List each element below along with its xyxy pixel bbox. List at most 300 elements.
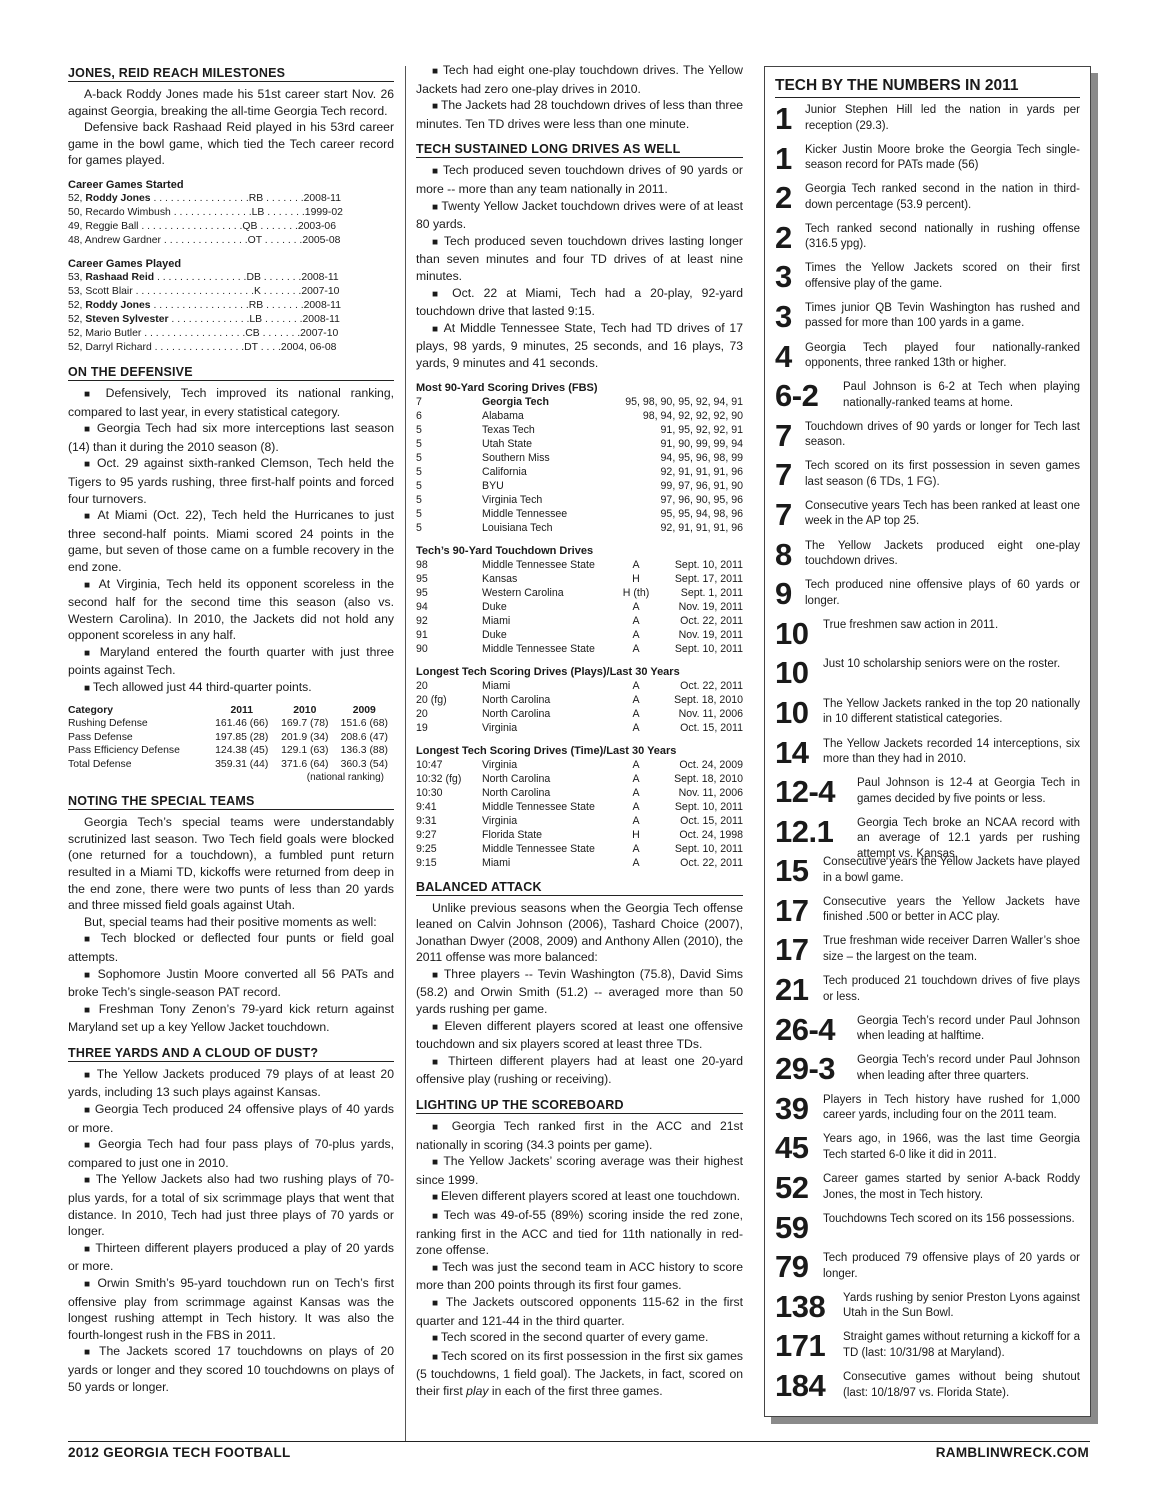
long-drives-bullet: ■ Tech produced seven touchdown drives of 90 yards or more -- more than any team nationally in 2011.: [416, 162, 743, 197]
drive-cell: Middle Tennessee State: [482, 642, 595, 655]
defensive-bullet: ■ Georgia Tech had six more interceptions last season (14) than it during the 2010 season (8).: [68, 420, 394, 455]
drive-cell: Sept. 18, 2010: [674, 772, 743, 785]
fbs-drives-row: [416, 521, 743, 535]
fbs-drives-table: [416, 395, 743, 535]
numbers-list: [765, 100, 1090, 1407]
drive-cell: A: [632, 758, 640, 771]
scoreboard-heading: LIGHTING UP THE SCOREBOARD: [416, 1098, 743, 1114]
drive-cell: Miami: [482, 614, 511, 627]
record-leader-dots: . . . . . . . . . . . . . . . . .: [150, 299, 249, 311]
defense-stats-cell: 208.6 (47): [340, 731, 388, 743]
defense-stats-header: [68, 704, 394, 718]
number-value: 138: [775, 1288, 826, 1324]
record-leader-dots: . . . . . . . . . . . . . . . .: [151, 341, 245, 353]
career-record-row: [68, 341, 394, 355]
record-games: 52,: [68, 192, 83, 204]
defense-stats-cell: 371.6 (64): [281, 758, 329, 770]
defense-stats-cell: Pass Defense: [68, 731, 133, 743]
number-item: [775, 852, 1080, 892]
scoreboard-bullet: ■ Eleven different players scored at least one touchdown.: [416, 1188, 743, 1207]
drive-cell: 9:25: [416, 842, 437, 855]
career-record-row: [68, 299, 394, 313]
number-caption: Consecutive years Tech has been ranked at least one week in the AP top 25.: [805, 499, 1080, 528]
drive-cell: 20: [416, 679, 428, 692]
number-value: 12.1: [775, 813, 834, 849]
drive-cell: 91: [416, 628, 428, 641]
record-leader-dots: . . . . . . .: [261, 234, 303, 246]
fbs-drives-heading: Most 90-Yard Scoring Drives (FBS): [416, 381, 598, 394]
drive-cell: 92: [416, 614, 428, 627]
number-item: [775, 931, 1080, 971]
drive-cell: Alabama: [482, 409, 524, 422]
drive-cell: Oct. 15, 2011: [680, 721, 743, 734]
scoreboard-bullet-emphasis: play: [466, 1383, 489, 1398]
record-position: RB: [248, 192, 264, 204]
long-drives-bullet: ■ At Middle Tennessee State, Tech had TD drives of 17 plays, 98 yards, 9 minutes, 25 seconds, and 16 plays, 73 yards, 9 minutes and 41 seconds.: [416, 320, 743, 372]
career-record-row: [68, 234, 394, 248]
number-value: 10: [775, 615, 809, 651]
number-value: 10: [775, 655, 809, 691]
number-value: 7: [775, 417, 792, 453]
drive-cell: Virginia: [482, 758, 518, 771]
drive-cell: Miami: [482, 856, 511, 869]
number-value: 79: [775, 1249, 809, 1285]
drive-cell: 7: [416, 395, 422, 408]
drive-cell: North Carolina: [482, 693, 551, 706]
record-player-name: Andrew Gardner: [84, 234, 162, 246]
games-started-list: [68, 192, 394, 248]
scoreboard-bullet-text: in each of the first three games.: [488, 1383, 663, 1398]
column-middle: [416, 62, 743, 1400]
career-record-row: [68, 220, 394, 234]
drive-cell: BYU: [482, 479, 504, 492]
scoreboard-bullet-text: Tech scored on its first possession in the first six games (5 touchdowns, 1 field goal). The Jackets, in fact, scored on their first: [416, 1348, 743, 1398]
defense-stats-row: [68, 717, 394, 731]
number-item: [775, 140, 1080, 180]
drive-cell: 5: [416, 465, 422, 478]
drive-cell: A: [632, 642, 640, 655]
record-years: 2007-10: [300, 327, 339, 339]
drive-cell: 94, 95, 96, 98, 99: [660, 451, 743, 464]
record-leader-dots: . . . . . . .: [260, 271, 302, 283]
plays-drives-table: [416, 679, 743, 735]
record-years: 2008-11: [303, 299, 341, 311]
td90-row: [416, 572, 743, 586]
scoreboard-bullet: ■ Georgia Tech ranked first in the ACC and 21st nationally in scoring (34.3 points per game).: [416, 1118, 743, 1153]
games-played-list: [68, 271, 394, 355]
record-leader-dots: . . . . . . .: [259, 327, 301, 339]
drive-cell: 92, 91, 91, 91, 96: [660, 465, 743, 478]
drive-cell: A: [632, 842, 640, 855]
number-value: 1: [775, 101, 792, 136]
number-value: 52: [775, 1170, 809, 1206]
drive-cell: 91, 90, 99, 99, 94: [660, 437, 743, 450]
drive-cell: Middle Tennessee: [482, 507, 568, 520]
time-drives-row: [416, 814, 743, 828]
special-teams-bullets: [68, 930, 394, 1036]
record-position: DT: [244, 341, 258, 353]
record-leader-dots: . . . . . . .: [264, 206, 305, 218]
defense-stats-col-header: Category: [68, 704, 114, 716]
one-play-bullet: ■ The Jackets had 28 touchdown drives of less than three minutes. Ten TD drives were less than one minute.: [416, 97, 743, 132]
drive-cell: H: [632, 572, 640, 585]
defensive-bullet: ■ At Miami (Oct. 22), Tech held the Hurricanes to just three second-half points. Miami scored 24 points in the game, but seven of those came on a fumble recovery in the end zone.: [68, 507, 394, 575]
drive-cell: A: [632, 856, 640, 869]
td90-row: [416, 600, 743, 614]
number-item: [775, 219, 1080, 259]
number-caption: Consecutive games without being shutout (last: 10/18/97 vs. Florida State).: [843, 1371, 1080, 1399]
drive-cell: Miami: [482, 679, 511, 692]
drive-cell: Oct. 22, 2011: [680, 856, 743, 869]
milestones-paragraph: Defensive back Rashaad Reid played in his 53rd career game in the bowl game, which tied the Tech career record for games played.: [68, 120, 394, 168]
drive-cell: 9:27: [416, 828, 437, 841]
time-drives-row: [416, 786, 743, 800]
drive-cell: Oct. 22, 2011: [680, 614, 743, 627]
record-leader-dots: . . . . . . .: [257, 220, 298, 232]
number-item: [775, 1090, 1080, 1130]
drive-cell: North Carolina: [482, 772, 551, 785]
drive-cell: Middle Tennessee State: [482, 800, 595, 813]
number-value: 2: [775, 180, 792, 216]
drive-cell: 90: [416, 642, 428, 655]
long-drives-bullets: [416, 162, 743, 371]
drive-cell: Sept. 10, 2011: [674, 642, 743, 655]
number-caption: Georgia Tech played four nationally-ranked opponents, three ranked 13th or higher.: [805, 341, 1080, 370]
number-item: [775, 1248, 1080, 1288]
td90-row: [416, 628, 743, 642]
number-value: 29-3: [775, 1051, 836, 1087]
drive-cell: Middle Tennessee State: [482, 558, 595, 571]
drive-cell: Nov. 19, 2011: [678, 600, 743, 613]
td90-row: [416, 642, 743, 656]
td90-row: [416, 614, 743, 628]
drive-cell: Utah State: [482, 437, 533, 450]
number-item: [775, 377, 1080, 417]
drive-cell: Western Carolina: [482, 586, 564, 599]
defense-stats-col-header: 2011: [230, 704, 253, 716]
drive-cell: 19: [416, 721, 428, 734]
record-leader-dots: . . . .: [257, 341, 281, 353]
number-item: [775, 1050, 1080, 1090]
special-teams-bullet: ■ Tech blocked or deflected four punts or field goal attempts.: [68, 930, 394, 965]
defense-stats-cell: Pass Efficiency Defense: [68, 745, 180, 757]
time-drives-row: [416, 772, 743, 786]
record-player-name: Recardo Wimbush: [85, 206, 171, 218]
drive-cell: H (th): [622, 586, 650, 599]
career-record-row: [68, 285, 394, 299]
number-caption: Tech produced 21 touchdown drives of five plays or less.: [823, 975, 1080, 1003]
record-leader-dots: . . . . . . .: [260, 285, 302, 297]
number-value: 26-4: [775, 1011, 836, 1047]
record-player-name: Darryl Richard: [85, 341, 152, 353]
defense-stats-cell: 161.46 (66): [215, 718, 269, 730]
number-caption: The Yellow Jackets produced eight one-play touchdown drives.: [805, 539, 1080, 568]
career-record-row: [68, 327, 394, 341]
drive-cell: 20: [416, 707, 428, 720]
number-caption: Georgia Tech ranked second in the nation in third-down percentage (53.9 percent).: [805, 183, 1080, 211]
drive-cell: Sept. 10, 2011: [674, 800, 743, 813]
drive-cell: 98: [416, 558, 428, 571]
long-drives-bullet: ■ Oct. 22 at Miami, Tech had a 20-play, 92-yard touchdown drive that lasted 9:15.: [416, 285, 743, 320]
time-drives-heading: Longest Tech Scoring Drives (Time)/Last 30 Years: [416, 744, 677, 757]
drive-cell: Virginia: [482, 721, 518, 734]
number-value: 17: [775, 932, 809, 968]
fbs-drives-row: [416, 409, 743, 423]
one-play-bullet: ■ Tech had eight one-play touchdown drives. The Yellow Jackets had zero one-play drives in 2010.: [416, 62, 743, 97]
record-years: 2008-11: [303, 192, 341, 204]
long-drives-heading: TECH SUSTAINED LONG DRIVES AS WELL: [416, 142, 743, 158]
drive-cell: 92, 91, 91, 91, 96: [660, 521, 743, 534]
record-leader-dots: . . . . . . .: [262, 313, 303, 325]
defense-stats-cell: 151.6 (68): [340, 718, 388, 730]
defensive-bullets: [68, 385, 394, 698]
number-value: 9: [775, 576, 792, 612]
td90-row: [416, 586, 743, 600]
fbs-drives-row: [416, 479, 743, 493]
drive-cell: Texas Tech: [482, 423, 535, 436]
number-item: [775, 1169, 1080, 1209]
record-years: 2007-10: [301, 285, 340, 297]
dust-bullet: ■ The Yellow Jackets produced 79 plays of at least 20 yards, including 13 such plays against Kansas.: [68, 1066, 394, 1101]
number-item: [775, 1367, 1080, 1407]
dust-bullet: ■ The Jackets scored 17 touchdowns on plays of 20 yards or longer and they scored 10 touchdowns on plays of 50 yards or longer.: [68, 1343, 394, 1395]
balanced-bullet: ■ Eleven different players scored at least one offensive touchdown and six players scored at least three TDs.: [416, 1018, 743, 1053]
record-games: 53,: [68, 271, 83, 283]
fbs-drives-row: [416, 465, 743, 479]
record-games: 52,: [68, 341, 83, 353]
number-caption: Georgia Tech’s record under Paul Johnson when leading after three quarters.: [857, 1054, 1080, 1082]
dust-heading: THREE YARDS AND A CLOUD OF DUST?: [68, 1046, 394, 1062]
dust-bullet: ■ The Yellow Jackets also had two rushing plays of 70-plus yards, for a total of six scrimmage plays that went that distance. In 2010, Tech had just three plays of 70 yards or longer.: [68, 1171, 394, 1239]
number-item: [775, 1209, 1080, 1249]
number-item: [775, 773, 1080, 813]
number-caption: Tech produced nine offensive plays of 60 yards or longer.: [805, 579, 1080, 607]
defense-stats-cell: 360.3 (54): [340, 758, 388, 770]
scoreboard-bullet: ■ Tech was 49-of-55 (89%) scoring inside the red zone, ranking first in the ACC and tied for 11th nationally in red-zone offense.: [416, 1207, 743, 1259]
career-record-row: [68, 313, 394, 327]
number-item: [775, 892, 1080, 932]
number-item: [775, 417, 1080, 457]
drive-cell: 6: [416, 409, 422, 422]
drive-cell: Oct. 22, 2011: [680, 679, 743, 692]
number-caption: Just 10 scholarship seniors were on the roster.: [823, 658, 1061, 671]
record-player-name: Roddy Jones: [85, 299, 151, 311]
drive-cell: North Carolina: [482, 707, 551, 720]
record-leader-dots: . . . . . . . . . . . . . . . . . .: [141, 327, 246, 339]
defensive-bullet: ■ Defensively, Tech improved its national ranking, compared to last year, in every statistical category.: [68, 385, 394, 420]
number-caption: Straight games without returning a kickoff for a TD (last: 10/31/98 at Maryland).: [843, 1331, 1080, 1359]
drive-cell: Georgia Tech: [482, 395, 549, 408]
number-item: [775, 258, 1080, 298]
time-drives-row: [416, 856, 743, 870]
drive-cell: A: [632, 707, 640, 720]
record-leader-dots: . . . . . . . . . . . . . .: [170, 206, 252, 218]
number-caption: Tech ranked second nationally in rushing offense (316.5 ypg).: [805, 222, 1080, 251]
number-caption: Georgia Tech’s record under Paul Johnson when leading at halftime.: [857, 1014, 1080, 1043]
drive-cell: Virginia: [482, 814, 518, 827]
number-item: [775, 536, 1080, 576]
drive-cell: Kansas: [482, 572, 518, 585]
drive-cell: Sept. 18, 2010: [674, 693, 743, 706]
number-caption: Times junior QB Tevin Washington has rushed and passed for more than 100 yards in a game.: [805, 301, 1080, 330]
time-drives-row: [416, 828, 743, 842]
number-caption: Consecutive years the Yellow Jackets have finished .500 or better in ACC play.: [823, 895, 1080, 924]
number-caption: Tech produced 79 offensive plays of 20 yards or longer.: [823, 1252, 1080, 1280]
number-caption: Years ago, in 1966, was the last time Georgia Tech started 6-0 like it did in 2011.: [823, 1133, 1080, 1161]
number-value: 39: [775, 1090, 809, 1126]
drive-cell: 95, 98, 90, 95, 92, 94, 91: [625, 395, 743, 408]
drive-cell: Virginia Tech: [482, 493, 543, 506]
defense-stats-cell: 201.9 (34): [281, 731, 329, 743]
defensive-bullet: ■ Tech allowed just 44 third-quarter points.: [68, 679, 394, 698]
drive-cell: 95, 95, 94, 98, 96: [660, 507, 743, 520]
defense-stats-cell: 136.3 (88): [340, 745, 388, 757]
milestones-heading: JONES, REID REACH MILESTONES: [68, 66, 394, 82]
number-caption: True freshmen saw action in 2011.: [823, 618, 999, 631]
number-caption: Kicker Justin Moore broke the Georgia Tech single-season record for PATs made (56): [805, 143, 1080, 172]
dust-bullet: ■ Thirteen different players produced a play of 20 yards or more.: [68, 1240, 394, 1275]
fbs-drives-row: [416, 423, 743, 437]
balanced-heading: BALANCED ATTACK: [416, 880, 743, 896]
drive-cell: 5: [416, 423, 422, 436]
drive-cell: 10:47: [416, 758, 443, 771]
drive-cell: 5: [416, 479, 422, 492]
balanced-paragraph: Unlike previous seasons when the Georgia Tech offense leaned on Calvin Johnson (2006), Tashard Choice (2007), Jonathan Dwyer (2008, 2009) and Anthony Allen (2010), the 2011 offense was more balanced:: [416, 900, 743, 965]
defense-stats-col-header: 2010: [293, 704, 317, 716]
long-drives-bullet: ■ Tech produced seven touchdown drives lasting longer than seven minutes and four TD drives of at least nine minutes.: [416, 233, 743, 285]
drive-cell: Nov. 11, 2006: [678, 786, 743, 799]
plays-drives-row: [416, 707, 743, 721]
column-divider: [405, 66, 406, 1441]
record-leader-dots: . . . . . . .: [263, 192, 304, 204]
defense-stats-cell: 197.85 (28): [215, 731, 269, 743]
milestones-paragraph: A-back Roddy Jones made his 51st career start Nov. 26 against Georgia, breaking the all-time Georgia Tech record.: [68, 87, 394, 118]
number-item: [775, 1288, 1080, 1328]
number-item: [775, 1129, 1080, 1169]
number-caption: Touchdowns Tech scored on its 156 possessions.: [823, 1212, 1075, 1225]
drive-cell: 5: [416, 507, 422, 520]
fbs-drives-row: [416, 451, 743, 465]
number-value: 3: [775, 259, 792, 295]
number-caption: Times the Yellow Jackets scored on their first offensive play of the game.: [805, 262, 1080, 290]
number-caption: True freshman wide receiver Darren Waller’s shoe size – the largest on the team.: [823, 935, 1080, 963]
defense-stats-table: [68, 704, 394, 772]
record-years: 2004, 06-08: [280, 341, 337, 353]
drive-cell: Duke: [482, 600, 507, 613]
number-item: [775, 179, 1080, 219]
number-item: [775, 575, 1080, 615]
number-caption: Georgia Tech broke an NCAA record with an average of 12.1 yards per rushing attempt vs. Kansas.: [857, 816, 1080, 860]
drive-cell: A: [632, 772, 640, 785]
games-played-heading: Career Games Played: [68, 257, 182, 270]
number-item: [775, 1011, 1080, 1051]
record-position: OT: [247, 234, 262, 246]
record-position: CB: [245, 327, 260, 339]
drive-cell: 5: [416, 493, 422, 506]
scoreboard-bullet: ■ The Yellow Jackets’ scoring average was their highest since 1999.: [416, 1153, 743, 1188]
record-position: DB: [246, 271, 261, 283]
drive-cell: 5: [416, 521, 422, 534]
record-leader-dots: . . . . . . . . . . . . . .: [168, 313, 250, 325]
record-leader-dots: . . . . . . .: [263, 299, 304, 311]
drive-cell: A: [632, 800, 640, 813]
drive-cell: 99, 97, 96, 91, 90: [660, 479, 743, 492]
dust-bullet: ■ Georgia Tech had four pass plays of 70-plus yards, compared to just one in 2010.: [68, 1136, 394, 1171]
drive-cell: Louisiana Tech: [482, 521, 553, 534]
number-value: 59: [775, 1209, 809, 1245]
record-player-name: Mario Butler: [85, 327, 142, 339]
special-teams-heading: NOTING THE SPECIAL TEAMS: [68, 794, 394, 810]
defense-stats-cell: 169.7 (78): [281, 718, 329, 730]
number-caption: Players in Tech history have rushed for 1,000 career yards, including four on the 2011 team.: [823, 1093, 1080, 1122]
drive-cell: Nov. 11, 2006: [678, 707, 743, 720]
record-position: LB: [249, 313, 263, 325]
drive-cell: 95: [416, 586, 428, 599]
number-value: 12-4: [775, 774, 836, 810]
drive-cell: 95: [416, 572, 428, 585]
number-caption: Touchdown drives of 90 yards or longer for Tech last season.: [805, 420, 1080, 449]
scoreboard-bullet: ■ The Jackets outscored opponents 115-62 in the first quarter and 121-44 in the third quarter.: [416, 1294, 743, 1329]
defensive-bullet: ■ Oct. 29 against sixth-ranked Clemson, Tech held the Tigers to 95 yards rushing, three first-half points and forced four turnovers.: [68, 455, 394, 507]
number-value: 7: [775, 457, 792, 493]
number-value: 171: [775, 1328, 826, 1364]
drive-cell: North Carolina: [482, 786, 551, 799]
column-left: [68, 62, 394, 1395]
national-ranking-note: (national ranking): [306, 772, 384, 784]
defense-stats-cell: Rushing Defense: [68, 718, 148, 730]
record-years: 1999-02: [304, 206, 343, 218]
number-item: [775, 734, 1080, 774]
drive-cell: A: [632, 614, 640, 627]
balanced-bullets: [416, 966, 743, 1088]
drive-cell: 5: [416, 437, 422, 450]
career-record-row: [68, 192, 394, 206]
special-teams-paragraph: Georgia Tech’s special teams were understandably scrutinized last season. Two Tech field goals were blocked (one returned for a touchdown), a fumbled punt return resulted in a Miami TD, kickoffs were returned from deep in the end zone, there were two punts of less than 20 yards and three missed field goals against Utah.: [68, 815, 394, 913]
drive-cell: 97, 96, 90, 95, 96: [660, 493, 743, 506]
footer-website: RAMBLINWRECK.COM: [935, 1445, 1089, 1460]
number-value: 184: [775, 1368, 826, 1403]
record-leader-dots: . . . . . . . . . . . . . . . .: [154, 271, 247, 283]
number-item: [775, 813, 1080, 860]
defense-stats-cell: Total Defense: [68, 758, 132, 770]
drive-cell: 10:32 (fg): [416, 772, 462, 785]
record-player-name: Rashaad Reid: [85, 271, 155, 283]
drive-cell: Florida State: [482, 828, 543, 841]
defensive-heading: ON THE DEFENSIVE: [68, 365, 394, 381]
dust-bullet: ■ Orwin Smith’s 95-yard touchdown run on Tech’s first offensive play from scrimmage against Kansas was the longest rushing attempt in Tech history. It was also the fourth-longest rush in the FBS in 2011.: [68, 1275, 394, 1343]
drive-cell: 9:15: [416, 856, 437, 869]
career-record-row: [68, 271, 394, 285]
defense-stats-col-header: 2009: [352, 704, 376, 716]
number-value: 10: [775, 694, 809, 730]
number-item: [775, 1327, 1080, 1367]
drive-cell: Sept. 10, 2011: [674, 558, 743, 571]
number-value: 4: [775, 338, 792, 374]
scoreboard-bullet: ■ Tech scored in the second quarter of every game.: [416, 1329, 743, 1348]
number-item: [775, 615, 1080, 655]
drive-cell: Sept. 1, 2011: [680, 586, 743, 599]
number-caption: The Yellow Jackets recorded 14 interceptions, six more than they had in 2010.: [823, 737, 1080, 765]
number-value: 3: [775, 298, 792, 334]
number-item: [775, 456, 1080, 496]
drive-cell: 9:41: [416, 800, 437, 813]
number-value: 2: [775, 219, 792, 255]
number-item: [775, 338, 1080, 378]
special-teams-paragraph: But, special teams had their positive moments as well:: [84, 914, 377, 929]
number-value: 7: [775, 496, 792, 532]
drive-cell: 98, 94, 92, 92, 92, 90: [642, 409, 743, 422]
drive-cell: A: [632, 721, 640, 734]
